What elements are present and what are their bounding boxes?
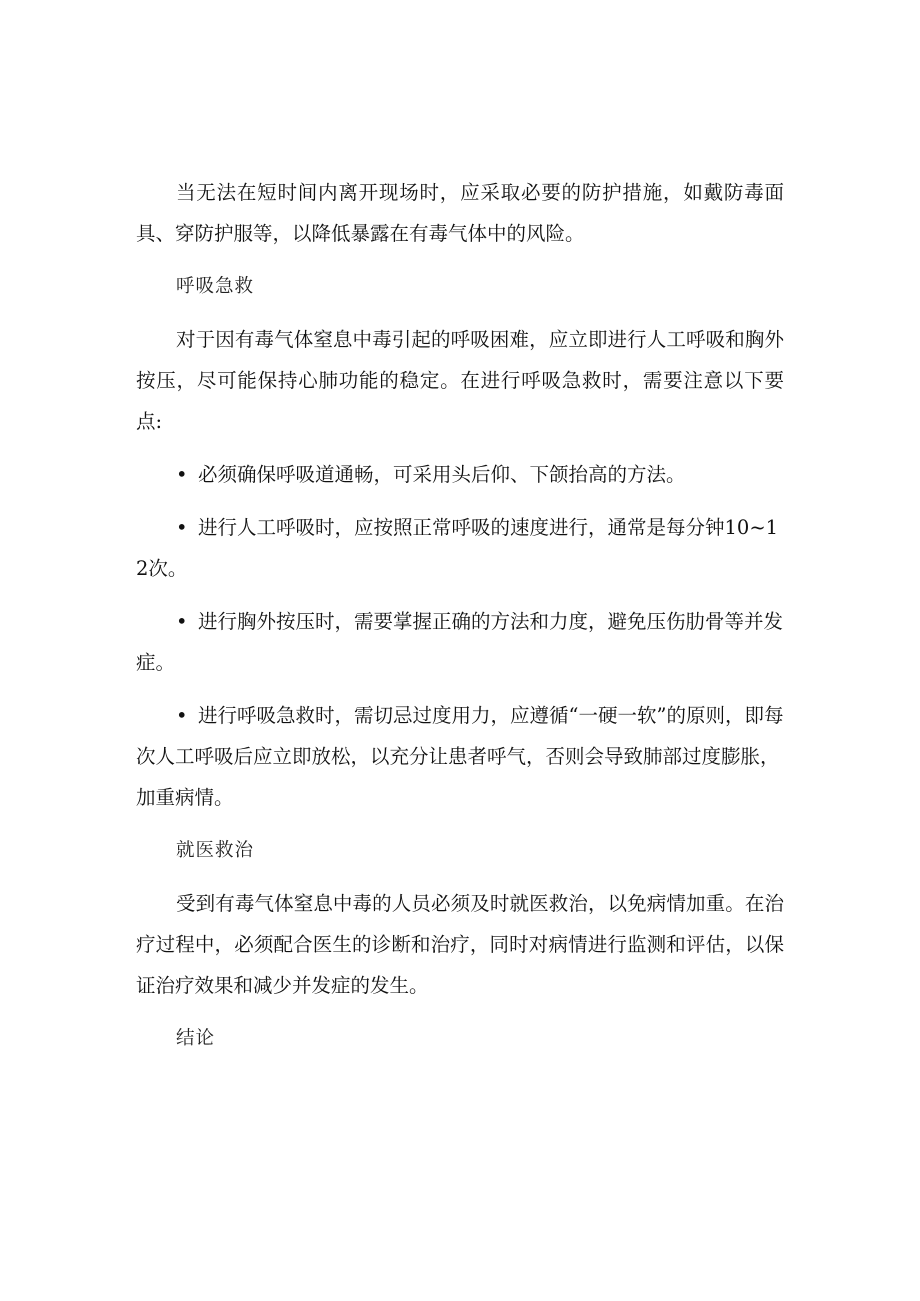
paragraph-medical-treatment: 受到有毒气体窒息中毒的人员必须及时就医救治，以免病情加重。在治疗过程中，必须配合医生的诊断和治疗，同时对病情进行监测和评估，以保证治疗效果和减少并发症的发生。 <box>136 892 784 997</box>
bullet-item-airway <box>136 454 784 495</box>
heading-conclusion: 结论 <box>176 1028 216 1049</box>
paragraph-protection: 当无法在短时间内离开现场时，应采取必要的防护措施，如戴防毒面具、穿防护服等，以降低暴露在有毒气体中的风险。 <box>136 181 784 245</box>
bullet-text: 进行胸外按压时，需要掌握正确的方法和力度，避免压伤肋骨等并发症。 <box>136 610 784 674</box>
bullet-dot-icon: • <box>176 610 188 633</box>
bullet-text: 进行人工呼吸时，应按照正常呼吸的速度进行，通常是每分钟10~12次。 <box>136 516 779 580</box>
bullet-dot-icon: • <box>176 463 188 486</box>
heading-medical-treatment: 就医救治 <box>176 840 255 861</box>
bullet-dot-icon: • <box>176 516 188 539</box>
bullet-dot-icon: • <box>176 704 188 727</box>
heading-breathing-first-aid: 呼吸急救 <box>176 276 255 297</box>
bullet-item-chest-compression <box>136 601 784 683</box>
paragraph-breathing-intro: 对于因有毒气体窒息中毒引起的呼吸困难，应立即进行人工呼吸和胸外按压，尽可能保持心肺功能的稳定。在进行呼吸急救时，需要注意以下要点: <box>136 328 784 433</box>
bullet-item-avoid-force <box>136 695 784 818</box>
bullet-item-artificial-respiration <box>136 507 784 589</box>
bullet-text: 进行呼吸急救时，需切忌过度用力，应遵循“一硬一软”的原则，即每次人工呼吸后应立即放松，以充分让患者呼气，否则会导致肺部过度膨胀，加重病情。 <box>136 704 784 809</box>
bullet-text: 必须确保呼吸道通畅，可采用头后仰、下颌抬高的方法。 <box>198 463 686 486</box>
